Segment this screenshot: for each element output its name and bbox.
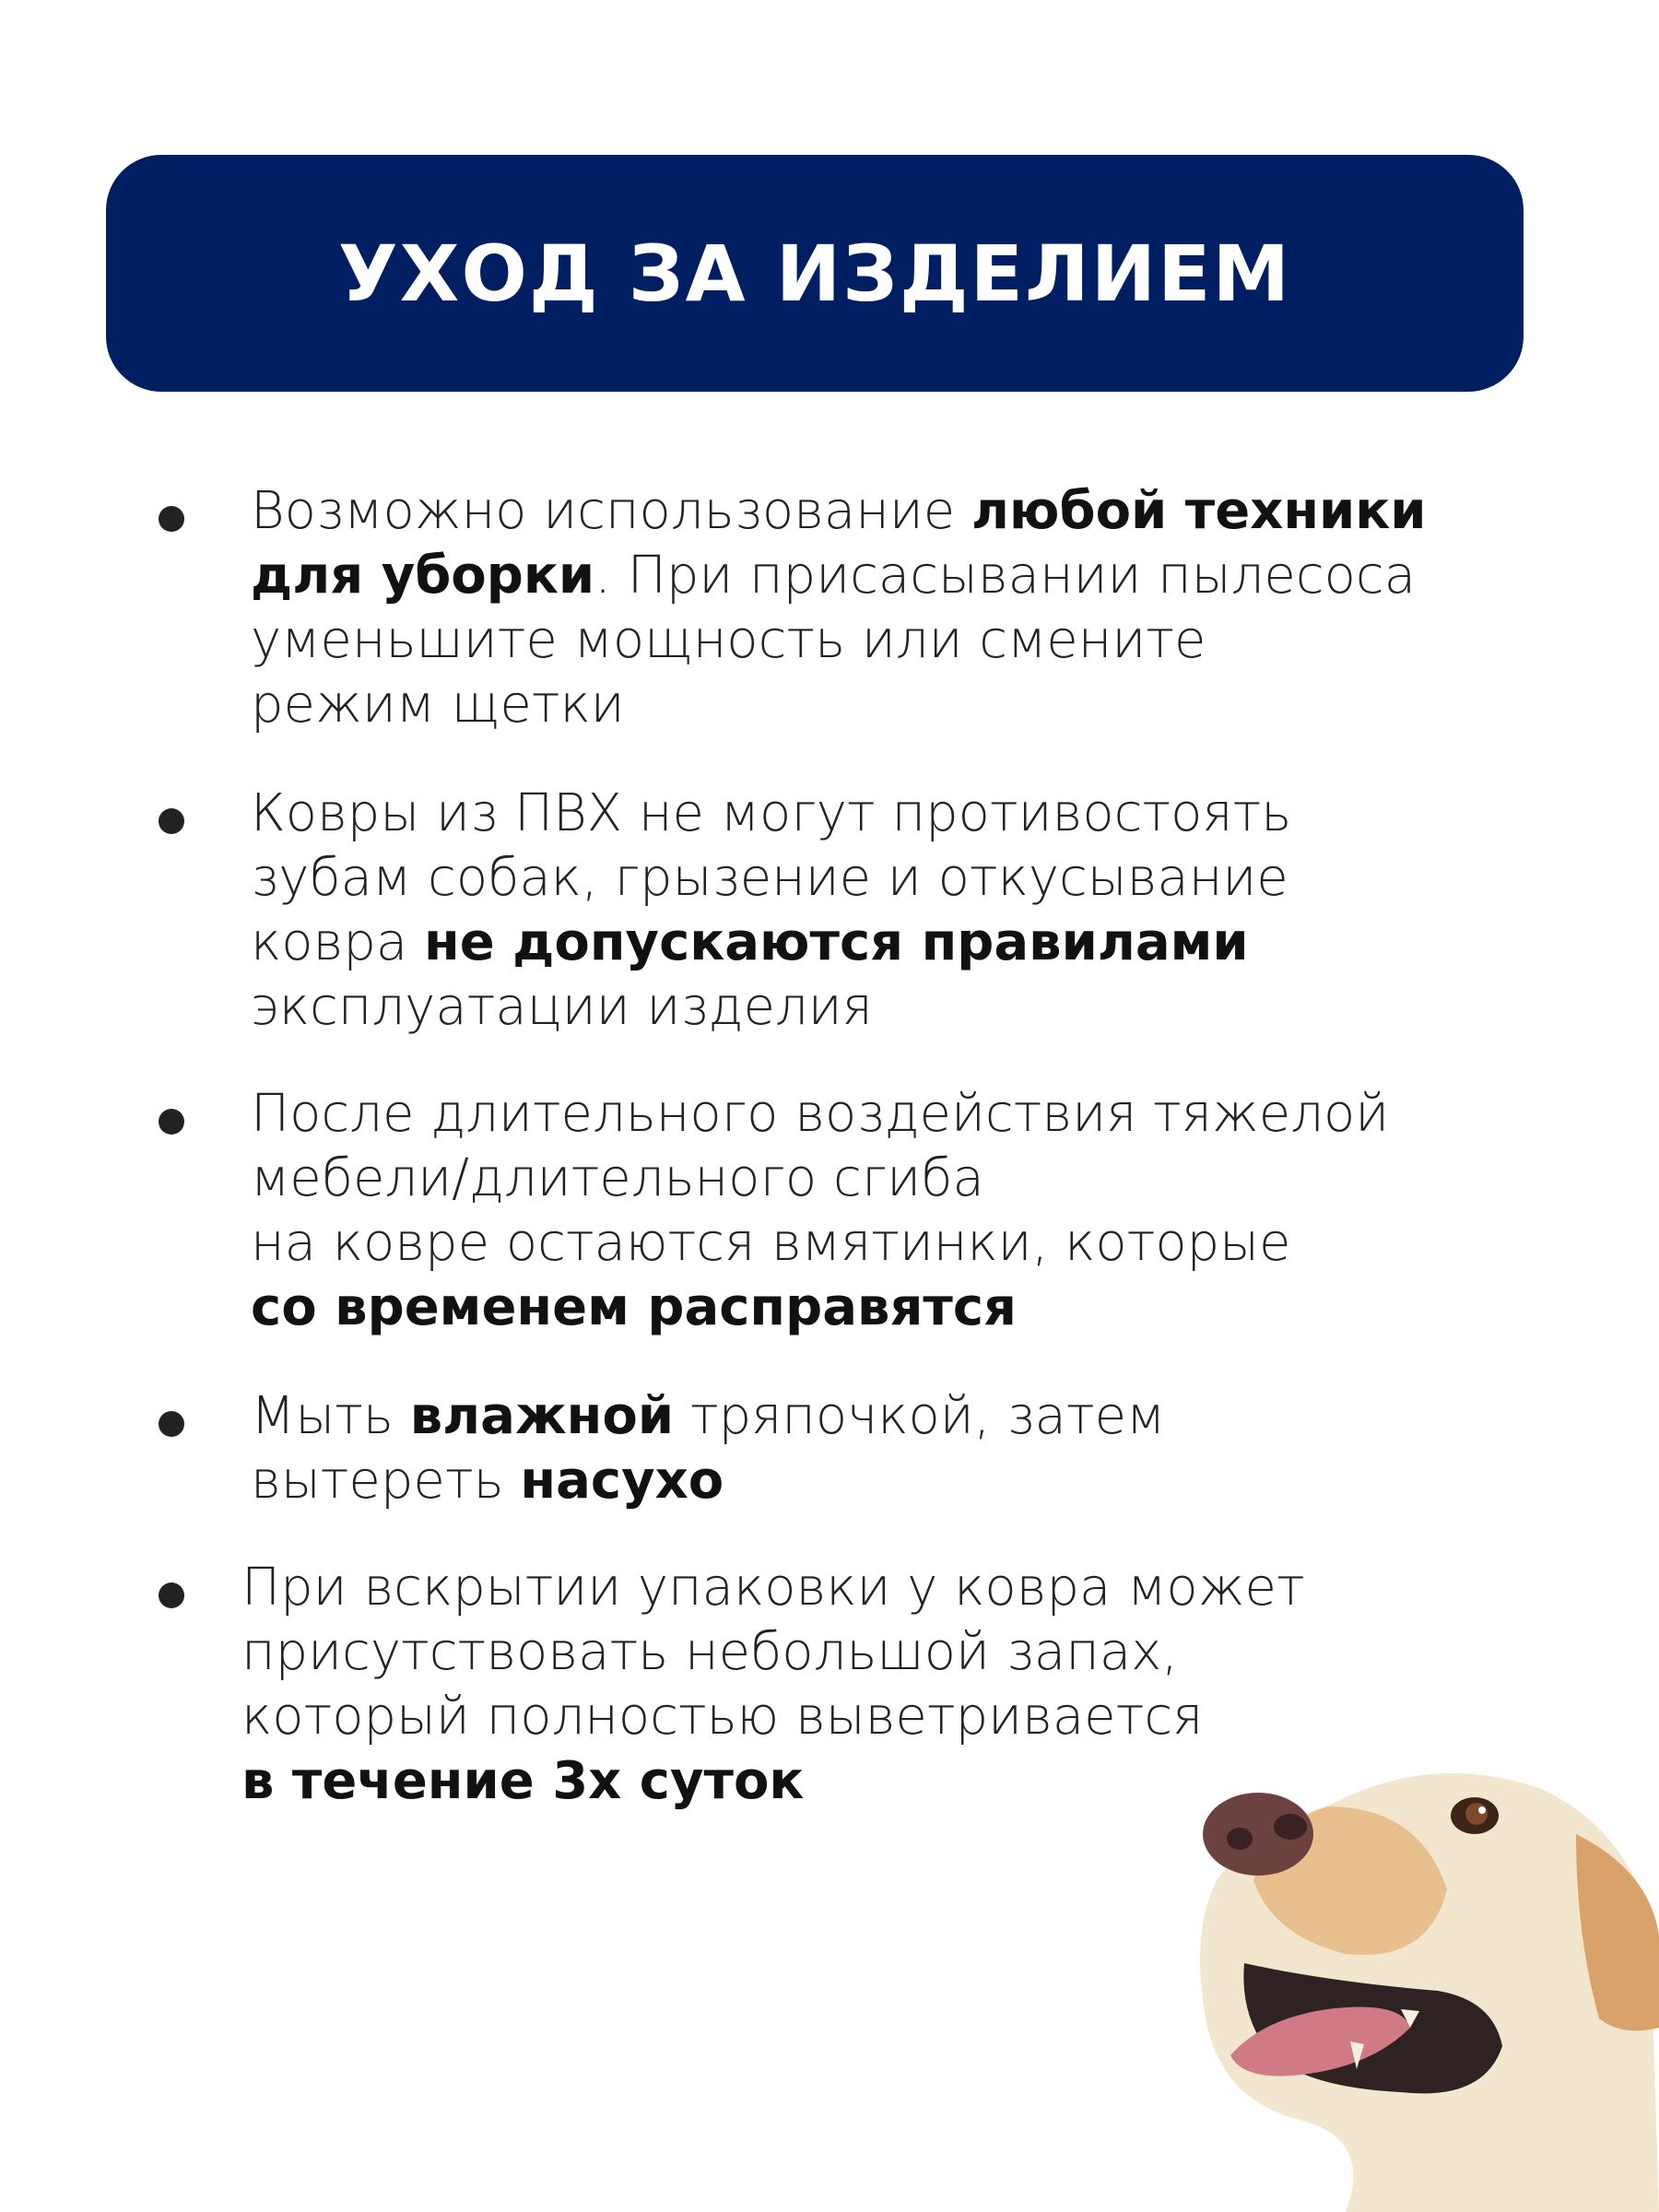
text-line [241,1749,1305,1814]
dog-image [1189,1751,1659,2212]
text-line [241,1685,1305,1749]
text-line [251,975,1291,1040]
text-line [251,1449,1165,1513]
plain-text: мебели/длительного сгиба [251,1148,984,1208]
text-line [241,1620,1305,1685]
bold-text: в течение 3х суток [241,1751,805,1811]
plain-text: эксплуатации изделия [251,977,873,1037]
bold-text: насухо [520,1451,724,1511]
item-text [251,782,1291,1040]
text-line [251,673,1427,737]
text-line [251,1384,1165,1449]
plain-text: Возможно использование [251,481,972,541]
bold-text: любой техники [971,481,1427,541]
item-text [251,479,1427,737]
bold-text: влажной [409,1386,675,1446]
page-title: УХОД ЗА ИЗДЕЛИЕМ [337,228,1292,319]
plain-text: При вскрытии упаковки у ковра может [241,1558,1305,1618]
plain-text: уменьшите мощность или смените [251,610,1206,670]
bullet-icon [159,1583,184,1608]
plain-text: присутствовать небольшой запах, [241,1622,1179,1682]
text-line [251,544,1427,608]
plain-text: . При присасывании пылесоса [594,546,1417,606]
item-text [241,1556,1305,1814]
text-line [251,479,1427,544]
bullet-icon [159,1411,184,1437]
bold-text: со временем расправятся [251,1277,1018,1337]
text-line [241,1556,1305,1620]
plain-text: ковра [251,912,424,972]
title-banner [106,155,1524,392]
bullet-icon [159,1109,184,1135]
text-line [251,911,1291,975]
bullet-icon [159,808,184,834]
plain-text: вытереть [251,1451,521,1511]
plain-text: который полностью выветривается [241,1687,1204,1747]
bullet-icon [159,506,184,532]
plain-text: тряпочкой, затем [674,1386,1166,1446]
text-line [251,1147,1389,1211]
plain-text: на ковре остаются вмятинки, которые [251,1213,1291,1273]
item-text [251,1384,1165,1513]
plain-text: режим щетки [251,675,625,735]
bold-text: не допускаются правилами [424,912,1249,972]
text-line [251,1082,1389,1147]
item-text [251,1082,1389,1340]
text-line [251,846,1291,911]
plain-text: зубам собак, грызение и откусывание [251,848,1288,908]
bold-text: для уборки [251,546,595,606]
text-line [251,1276,1389,1340]
text-line [251,782,1291,846]
text-line [251,608,1427,673]
plain-text: Мыть [251,1386,410,1446]
plain-text: Ковры из ПВХ не могут противостоять [251,783,1292,843]
plain-text: После длительного воздействия тяжелой [251,1084,1390,1144]
text-line [251,1211,1389,1276]
